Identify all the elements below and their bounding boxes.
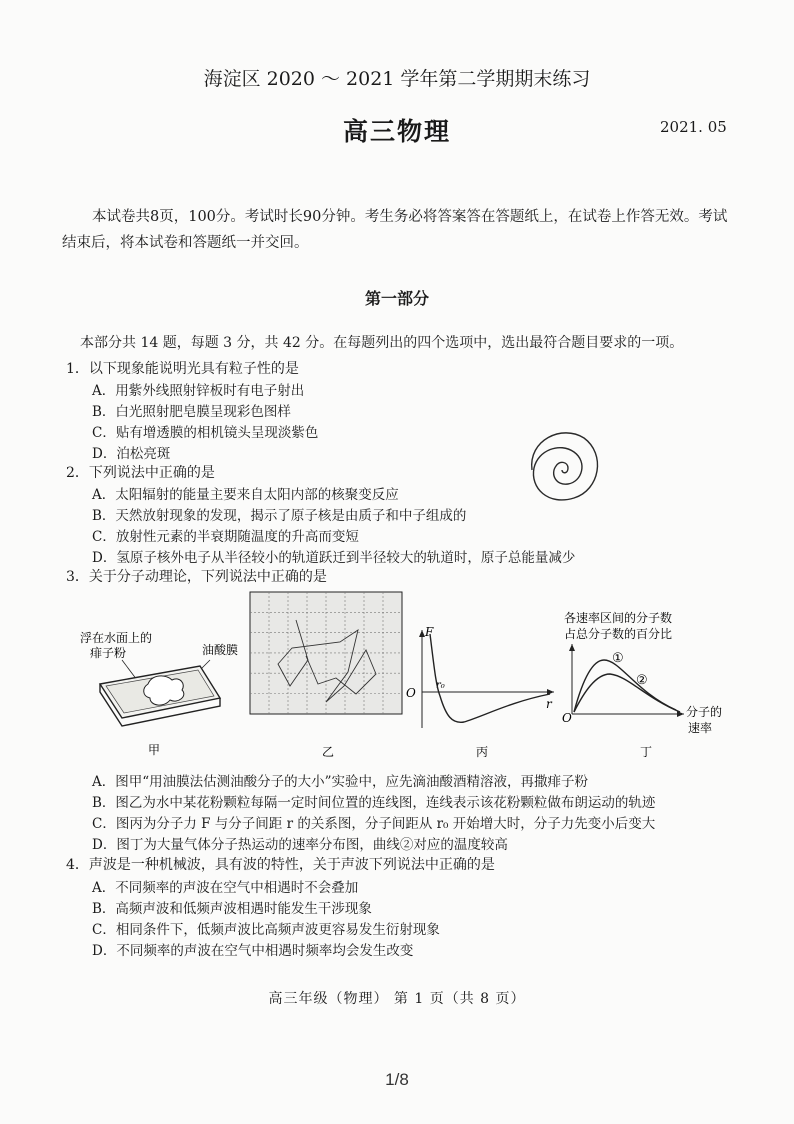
figure-yi-brownian-grid bbox=[248, 590, 408, 760]
figure-bing-x-label: r bbox=[546, 697, 552, 711]
figure-jia-label-powder-line2: 痱子粉 bbox=[90, 646, 127, 660]
exam-title: 海淀区 2020 ～ 2021 学年第二学期期末练习 bbox=[203, 68, 591, 90]
intro-paragraph: 本试卷共8页，100分。考试时长90分钟。考生务必将答案答在答题纸上，在试卷上作答无效。考试结束后，将本试卷和答题纸一并交回。 bbox=[62, 209, 728, 251]
figure-ding-curve-2 bbox=[574, 674, 680, 712]
figure-ding-curve-2-label: ② bbox=[636, 673, 648, 688]
figure-jia-label-powder-line1: 浮在水面上的 bbox=[80, 631, 153, 645]
question-4-option-a: A．不同频率的声波在空气中相遇时不会叠加 bbox=[92, 880, 359, 896]
figure-ding-ylabel-line2: 占总分子数的百分比 bbox=[564, 627, 673, 641]
question-3-option-c: C．图丙为分子力 F 与分子间距 r 的关系图，分子间距从 r₀ 开始增大时，分子力先变小后变大 bbox=[92, 816, 656, 832]
figure-yi-caption: 乙 bbox=[322, 745, 335, 759]
question-4-stem: 4．声波是一种机械波，具有波的特性，关于声波下列说法中正确的是 bbox=[66, 857, 495, 873]
question-1-option-d: D．泊松亮斑 bbox=[92, 446, 171, 462]
figure-bing-y-label: F bbox=[425, 625, 434, 639]
question-3-option-a: A．图甲“用油膜法估测油酸分子的大小”实验中，应先滴油酸酒精溶液，再撒痱子粉 bbox=[92, 774, 589, 790]
page-footer: 高三年级（物理） 第 1 页（共 8 页） bbox=[268, 991, 526, 1007]
figure-bing-curve bbox=[430, 634, 550, 722]
figure-jia-label-film: 油酸膜 bbox=[202, 643, 239, 657]
page-indicator: 1/8 bbox=[385, 1070, 409, 1089]
figure-ding-ylabel-line1: 各速率区间的分子数 bbox=[564, 611, 673, 625]
figure-ding-xlabel-line2: 速率 bbox=[688, 721, 713, 735]
question-1-option-a: A．用紫外线照射锌板时有电子射出 bbox=[92, 383, 305, 399]
figure-ding-xlabel-line1: 分子的 bbox=[686, 705, 723, 719]
figure-ding-speed-distribution bbox=[556, 608, 746, 760]
question-2-option-c: C．放射性元素的半衰期随温度的升高而变短 bbox=[92, 529, 359, 545]
subject-title: 高三物理 bbox=[342, 117, 451, 146]
figure-jia-oil-film-tray bbox=[70, 588, 240, 760]
figure-ding-curve-1-label: ① bbox=[612, 651, 624, 666]
question-3-stem: 3．关于分子动理论，下列说法中正确的是 bbox=[66, 569, 327, 585]
figure-ding-origin: O bbox=[562, 711, 572, 725]
figure-bing-r0: r₀ bbox=[436, 680, 445, 691]
question-1-option-c: C．贴有增透膜的相机镜头呈现淡紫色 bbox=[92, 425, 319, 441]
question-1-stem: 1．以下现象能说明光具有粒子性的是 bbox=[66, 361, 299, 377]
question-2-option-d: D．氢原子核外电子从半径较小的轨道跃迁到半径较大的轨道时，原子总能量减少 bbox=[92, 550, 576, 566]
figure-ding-caption: 丁 bbox=[640, 745, 653, 759]
part-title: 第一部分 bbox=[364, 289, 429, 308]
figure-jia-caption: 甲 bbox=[148, 743, 161, 757]
figure-ding-curve-1 bbox=[574, 660, 676, 712]
question-2-option-a: A．太阳辐射的能量主要来自太阳内部的核聚变反应 bbox=[92, 487, 399, 503]
question-3-option-b: B．图乙为水中某花粉颗粒每隔一定时间位置的连线图，连线表示该花粉颗粒做布朗运动的轨迹 bbox=[92, 795, 656, 811]
figure-bing-origin: O bbox=[406, 686, 416, 700]
figure-bing-caption: 丙 bbox=[476, 745, 489, 759]
question-2-stem: 2．下列说法中正确的是 bbox=[66, 465, 215, 481]
figure-bing-force-distance bbox=[400, 620, 560, 760]
question-1-option-b: B．白光照射肥皂膜呈现彩色图样 bbox=[92, 404, 291, 420]
exam-date: 2021. 05 bbox=[660, 118, 727, 136]
question-3-option-d: D．图丁为大量气体分子热运动的速率分布图，曲线②对应的温度较高 bbox=[92, 837, 508, 853]
question-4-option-b: B．高频声波和低频声波相遇时能发生干涉现象 bbox=[92, 901, 372, 917]
question-2-option-b: B．天然放射现象的发现，揭示了原子核是由质子和中子组成的 bbox=[92, 508, 467, 524]
handwritten-spiral-doodle bbox=[510, 412, 610, 512]
question-4-option-c: C．相同条件下，低频声波比高频声波更容易发生衍射现象 bbox=[92, 922, 440, 938]
part-instruction: 本部分共 14 题，每题 3 分，共 42 分。在每题列出的四个选项中，选出最符合题目要求的一项。 bbox=[80, 335, 684, 351]
question-4-option-d: D．不同频率的声波在空气中相遇时频率均会发生改变 bbox=[92, 943, 414, 959]
